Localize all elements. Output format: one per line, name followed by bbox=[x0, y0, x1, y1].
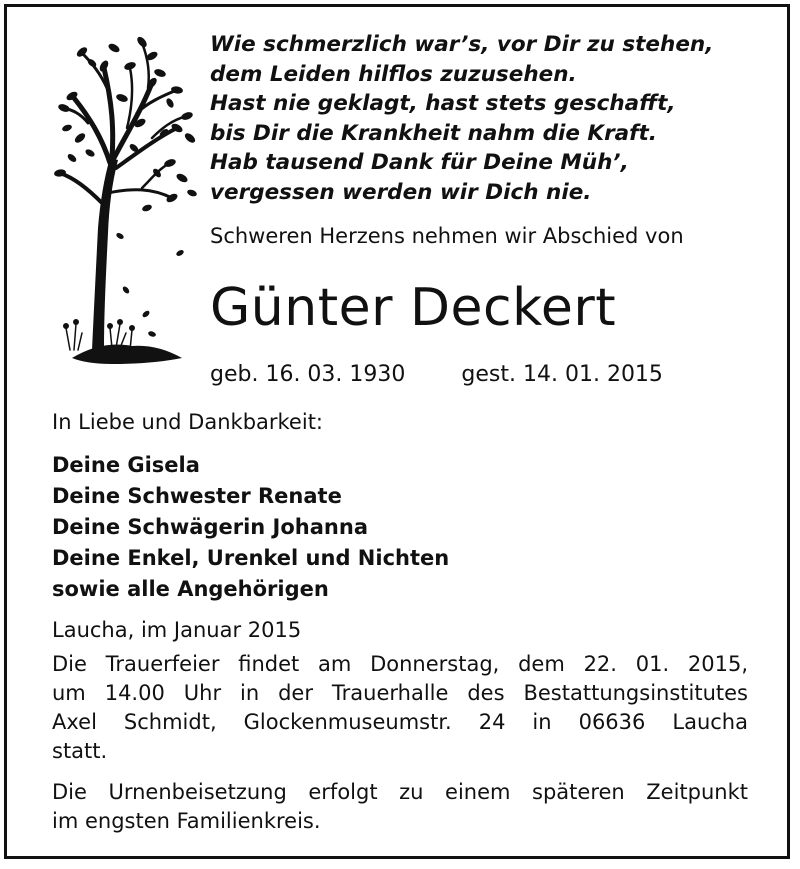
ceremony-line: um 14.00 Uhr in der Trauerhalle des Bestattungsinstitutes bbox=[52, 681, 748, 705]
life-dates bbox=[210, 362, 663, 387]
family-member: Deine Gisela bbox=[52, 453, 200, 477]
poem-line: dem Leiden hilflos zuzusehen. bbox=[210, 61, 577, 87]
family-member: sowie alle Angehörigen bbox=[52, 577, 329, 601]
poem-line: Hab tausend Dank für Deine Müh’, bbox=[210, 150, 629, 175]
burial-line: im engsten Familienkreis. bbox=[52, 809, 321, 833]
poem bbox=[210, 30, 713, 207]
death-date: gest. 14. 01. 2015 bbox=[461, 362, 663, 387]
tree-icon bbox=[52, 28, 202, 378]
ceremony-line: statt. bbox=[52, 739, 108, 763]
burial-paragraph bbox=[52, 778, 748, 836]
family-intro: In Liebe und Dankbarkeit: bbox=[52, 410, 324, 434]
poem-line: bis Dir die Krankheit nahm die Kraft. bbox=[210, 120, 657, 146]
ceremony-line: Axel Schmidt, Glockenmuseumstr. 24 in 06636 Laucha bbox=[52, 710, 748, 734]
deceased-name: Günter Deckert bbox=[210, 278, 617, 338]
ceremony-paragraph bbox=[52, 650, 748, 766]
family-list bbox=[52, 450, 449, 605]
place-date: Laucha, im Januar 2015 bbox=[52, 618, 302, 642]
family-member: Deine Schwester Renate bbox=[52, 484, 342, 508]
ceremony-line: Die Trauerfeier findet am Donnerstag, dem 22. 01. 2015, bbox=[52, 652, 748, 676]
family-member: Deine Schwägerin Johanna bbox=[52, 515, 368, 539]
poem-line: Hast nie geklagt, hast stets geschafft, bbox=[210, 91, 676, 116]
farewell-text: Schweren Herzens nehmen wir Abschied von bbox=[210, 224, 684, 248]
birth-date: geb. 16. 03. 1930 bbox=[210, 362, 406, 387]
family-member: Deine Enkel, Urenkel und Nichten bbox=[52, 546, 450, 570]
burial-line: Die Urnenbeisetzung erfolgt zu einem späteren Zeitpunkt bbox=[52, 780, 748, 804]
poem-line: Wie schmerzlich war’s, vor Dir zu stehen, bbox=[210, 32, 714, 57]
poem-line: vergessen werden wir Dich nie. bbox=[210, 179, 592, 205]
